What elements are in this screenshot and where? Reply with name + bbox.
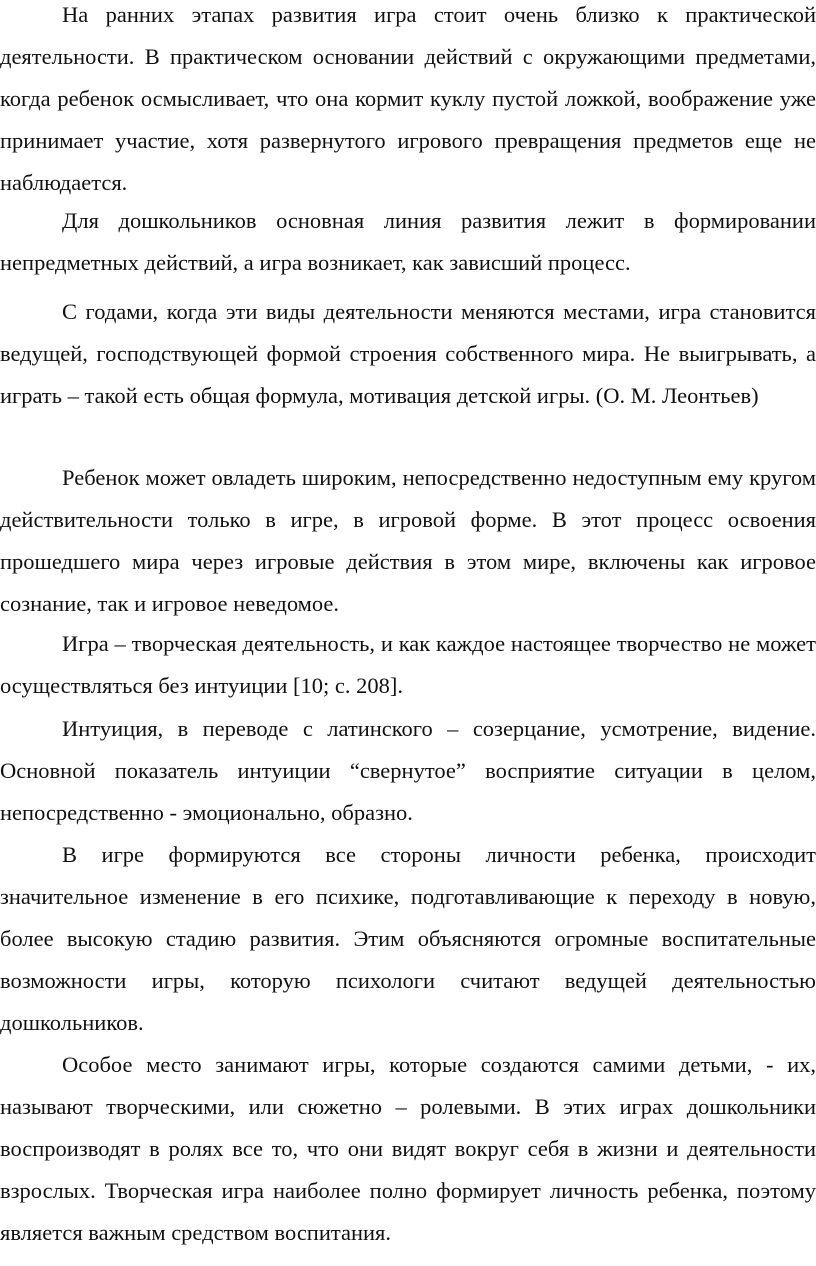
paragraph-4: Ребенок может овладеть широким, непосредственно недоступным ему кругом действительности только в игре, в игровой форме. В этот процесс освоения прошедшего мира через игровые действия в этом мире, включены как игровое сознание, так и игровое неведомое. [0, 465, 816, 616]
paragraph-3: С годами, когда эти виды деятельности меняются местами, игра становится ведущей, господствующей формой строения собственного мира. Не выигрывать, а играть – такой есть общая формула, мотивация детской игры. (О. М. Леонтьев) [0, 299, 816, 408]
paragraph-6: Интуиция, в переводе с латинского – созерцание, усмотрение, видение. Основной показатель интуиции “свернутое” восприятие ситуации в целом, непосредственно - эмоционально, образно. [0, 716, 816, 825]
paragraph-1: На ранних этапах развития игра стоит очень близко к практической деятельности. В практическом основании действий с окружающими предметами, когда ребенок осмысливает, что она кормит куклу пустой ложкой, воображение уже принимает участие, хотя развернутого игрового превращения предметов еще не наблюдается. [0, 2, 816, 195]
paragraph-5: Игра – творческая деятельность, и как каждое настоящее творчество не может осуществляться без интуиции [10; с. 208]. [0, 631, 816, 698]
paragraph-7: В игре формируются все стороны личности ребенка, происходит значительное изменение в его психике, подготавливающие к переходу в новую, более высокую стадию развития. Этим объясняются огромные воспитательные возможности игры, которую психологи считают ведущей деятельностью дошкольников. [0, 842, 816, 1035]
paragraph-8: Особое место занимают игры, которые создаются самими детьми, - их, называют творческими, или сюжетно – ролевыми. В этих играх дошкольники воспроизводят в ролях все то, что они видят вокруг себя в жизни и деятельности взрослых. Творческая игра наиболее полно формирует личность ребенка, поэтому является важным средством воспитания. [0, 1052, 816, 1245]
paragraph-2: Для дошкольников основная линия развития лежит в формировании непредметных действий, а игра возникает, как зависший процесс. [0, 208, 816, 275]
